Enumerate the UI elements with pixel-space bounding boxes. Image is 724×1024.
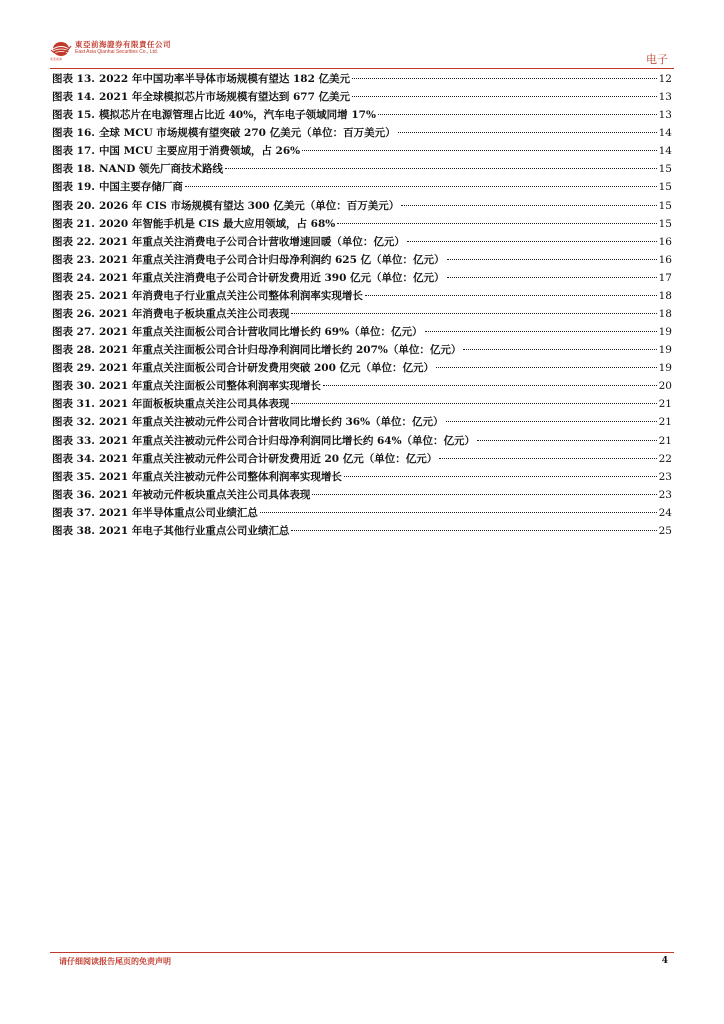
toc-entry-page: 23 [658,488,672,501]
toc-entry-title: NAND 领先厂商技术路线 [98,163,224,176]
toc-entry[interactable] [52,414,672,432]
toc-entry[interactable] [52,270,672,288]
toc-dot-leader [291,313,656,314]
toc-entry-page: 18 [658,308,672,321]
toc-entry-title: 2021 年面板板块重点关注公司具体表现 [98,398,290,411]
toc-dot-leader [365,295,657,296]
toc-entry-page: 21 [658,434,672,447]
toc-entry-page: 24 [658,506,672,519]
toc-entry-page: 16 [658,235,672,248]
toc-entry-page: 19 [658,326,672,339]
toc-entry-title: 中国主要存储厂商 [98,181,183,194]
toc-dot-leader [398,132,657,133]
toc-entry-page: 14 [658,127,672,140]
toc-entry[interactable] [52,324,672,342]
toc-entry-page: 20 [658,380,672,393]
toc-entry-label: 图表 23. [52,253,95,266]
toc-dot-leader [352,78,657,79]
toc-entry-page: 18 [658,289,672,302]
toc-entry-title: 2021 年重点关注面板公司合计归母净利润同比增长约 207%（单位：亿元） [98,344,462,357]
toc-entry-title: 2021 年重点关注消费电子公司合计归母净利润约 625 亿（单位：亿元） [98,253,445,266]
toc-entry-label: 图表 17. [52,145,95,158]
toc-dot-leader [260,512,657,513]
toc-dot-leader [291,403,656,404]
toc-entry-page: 16 [658,253,672,266]
toc-entry-label: 图表 30. [52,380,95,393]
toc-dot-leader [291,530,656,531]
header-divider [50,68,674,69]
toc-entry[interactable] [52,469,672,487]
toc-entry-page: 15 [658,181,672,194]
toc-entry-title: 2021 年半导体重点公司业绩汇总 [98,506,258,519]
toc-dot-leader [352,96,657,97]
toc-entry[interactable] [52,252,672,270]
toc-entry-page: 23 [658,470,672,483]
toc-entry-label: 图表 21. [52,217,95,230]
toc-entry-page: 14 [658,145,672,158]
toc-dot-leader [185,186,657,187]
toc-entry-label: 图表 13. [52,73,95,85]
toc-entry-page: 21 [658,398,672,411]
toc-entry[interactable] [52,216,672,234]
toc-entry-title: 模拟芯片在电源管理占比近 40%，汽车电子领域同增 17% [98,109,376,122]
toc-entry[interactable] [52,234,672,252]
toc-entry[interactable] [52,143,672,161]
toc-dot-leader [337,223,656,224]
toc-entry[interactable] [52,505,672,523]
toc-entry-page: 15 [658,163,672,176]
toc-entry-label: 图表 25. [52,289,95,302]
toc-dot-leader [344,476,657,477]
disclaimer-note: 请仔细阅读报告尾页的免责声明 [59,957,171,966]
toc-entry-label: 图表 35. [52,470,95,483]
toc-dot-leader [447,259,657,260]
toc-entry-title: 2021 年重点关注消费电子公司合计研发费用近 390 亿元（单位：亿元） [98,271,445,284]
toc-entry-title: 2020 年智能手机是 CIS 最大应用领域，占 68% [98,217,336,230]
toc-entry-page: 19 [658,344,672,357]
page-number: 4 [661,956,668,966]
toc-entry-page: 12 [658,73,672,85]
toc-entry-page: 21 [658,416,672,429]
toc-entry-label: 图表 24. [52,271,95,284]
toc-entry-title: 2021 年被动元件板块重点关注公司具体表现 [98,488,311,501]
toc-entry[interactable] [52,71,672,89]
toc-entry-label: 图表 36. [52,488,95,501]
toc-entry-label: 图表 34. [52,452,95,465]
page-header [50,38,674,68]
toc-entry-label: 图表 33. [52,434,95,447]
toc-entry[interactable] [52,451,672,469]
table-of-figures [52,71,672,541]
toc-entry[interactable] [52,89,672,107]
toc-entry[interactable] [52,288,672,306]
toc-dot-leader [463,349,656,350]
toc-entry-label: 图表 27. [52,326,95,339]
toc-entry-title: 2021 年全球模拟芯片市场规模有望达到 677 亿美元 [98,91,351,104]
toc-entry-title: 2026 年 CIS 市场规模有望达 300 亿美元（单位：百万美元） [98,199,400,212]
toc-entry-label: 图表 38. [52,524,95,537]
footer-divider [50,952,674,953]
toc-dot-leader [425,331,657,332]
toc-entry[interactable] [52,378,672,396]
toc-entry-title: 2021 年消费电子板块重点关注公司表现 [98,308,290,321]
toc-entry-title: 中国 MCU 主要应用于消费领域，占 26% [98,145,301,158]
toc-entry[interactable] [52,342,672,360]
toc-entry-label: 图表 32. [52,416,95,429]
toc-entry-label: 图表 28. [52,344,95,357]
section-label: 电子 [646,53,668,66]
toc-entry[interactable] [52,487,672,505]
toc-dot-leader [439,458,656,459]
toc-dot-leader [447,277,657,278]
toc-entry-label: 图表 37. [52,506,95,519]
toc-dot-leader [225,168,657,169]
toc-entry-title: 2021 年消费电子行业重点关注公司整体利润率实现增长 [98,289,363,302]
toc-entry[interactable] [52,396,672,414]
logo-tagline: 東亞前海 [50,57,63,61]
toc-entry-page: 15 [658,199,672,212]
company-logo [50,40,171,64]
toc-entry-title: 全球 MCU 市场规模有望突破 270 亿美元（单位：百万美元） [98,127,396,140]
toc-entry[interactable] [52,433,672,451]
toc-entry[interactable] [52,107,672,125]
company-name-cn: 東亞前海證券有限責任公司 [75,40,171,49]
company-name-en: East Asia Qianhai Securities Co., Ltd. [75,49,159,55]
toc-entry[interactable] [52,198,672,216]
toc-entry-label: 图表 15. [52,109,95,122]
toc-entry-page: 15 [658,217,672,230]
toc-entry-title: 2021 年电子其他行业重点公司业绩汇总 [98,524,290,537]
toc-entry-page: 19 [658,362,672,375]
toc-entry-label: 图表 22. [52,235,95,248]
toc-entry-title: 2021 年重点关注被动元件公司合计研发费用近 20 亿元（单位：亿元） [98,452,438,465]
toc-dot-leader [407,241,657,242]
toc-entry[interactable] [52,523,672,541]
toc-dot-leader [401,205,656,206]
toc-entry-title: 2021 年重点关注被动元件公司合计营收同比增长约 36%（单位：亿元） [98,416,444,429]
toc-entry-label: 图表 31. [52,398,95,411]
toc-entry[interactable] [52,179,672,197]
toc-entry-title: 2021 年重点关注被动元件公司合计归母净利润同比增长约 64%（单位：亿元） [98,434,476,447]
toc-entry-label: 图表 20. [52,199,95,212]
toc-entry-label: 图表 14. [52,91,95,104]
toc-entry-title: 2021 年重点关注面板公司合计研发费用突破 200 亿元（单位：亿元） [98,362,435,375]
toc-entry-title: 2021 年重点关注被动元件公司整体利润率实现增长 [98,470,342,483]
toc-entry-label: 图表 19. [52,181,95,194]
toc-entry-page: 13 [658,109,672,122]
toc-entry-label: 图表 29. [52,362,95,375]
toc-entry-page: 13 [658,91,672,104]
toc-entry-label: 图表 18. [52,163,95,176]
toc-entry[interactable] [52,306,672,324]
toc-entry[interactable] [52,125,672,143]
toc-dot-leader [302,150,656,151]
toc-entry-page: 22 [658,452,672,465]
toc-entry-label: 图表 26. [52,308,95,321]
logo-globe-icon [50,40,72,64]
toc-dot-leader [323,385,657,386]
toc-entry-page: 17 [658,271,672,284]
toc-dot-leader [446,421,657,422]
toc-entry[interactable] [52,360,672,378]
toc-entry[interactable] [52,161,672,179]
toc-entry-label: 图表 16. [52,127,95,140]
toc-entry-title: 2021 年重点关注消费电子公司合计营收增速回暖（单位：亿元） [98,235,405,248]
toc-dot-leader [436,367,657,368]
toc-dot-leader [312,494,656,495]
toc-entry-page: 25 [658,524,672,537]
toc-entry-title: 2022 年中国功率半导体市场规模有望达 182 亿美元 [98,73,351,85]
toc-entry-title: 2021 年重点关注面板公司合计营收同比增长约 69%（单位：亿元） [98,326,423,339]
toc-dot-leader [477,440,657,441]
toc-dot-leader [378,114,657,115]
toc-entry-title: 2021 年重点关注面板公司整体利润率实现增长 [98,380,321,393]
